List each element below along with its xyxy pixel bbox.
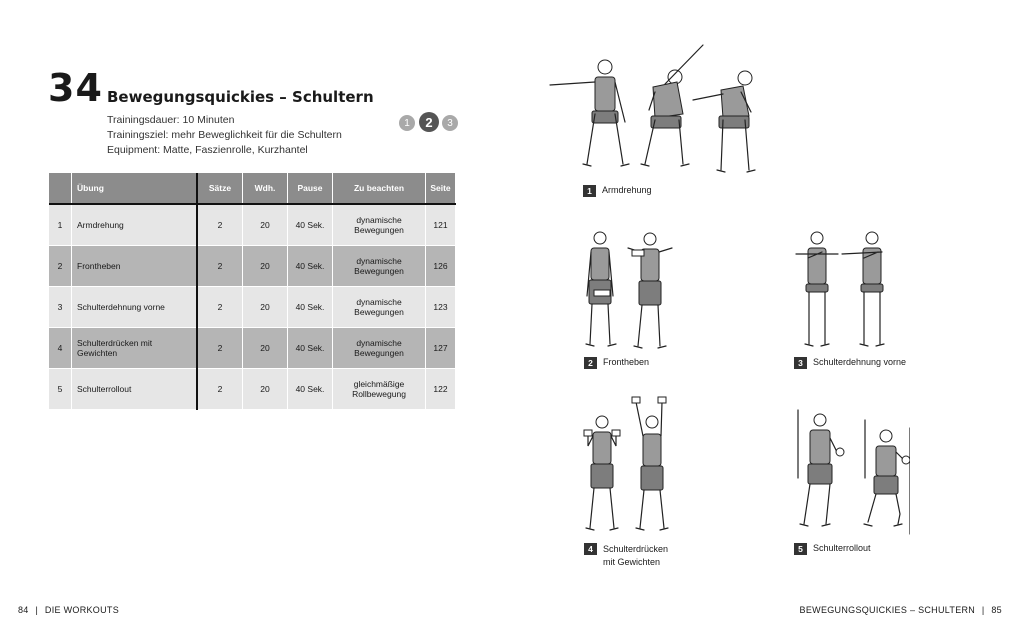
table-header-page: Seite <box>426 173 456 204</box>
row-pause: 40 Sek. <box>288 287 333 328</box>
row-pause: 40 Sek. <box>288 246 333 287</box>
row-note: dynamische Bewegungen <box>333 246 426 287</box>
schulterrollout-illustration <box>790 408 910 536</box>
section-label-right: BEWEGUNGSQUICKIES – SCHULTERN <box>799 605 976 615</box>
row-page: 123 <box>426 287 456 328</box>
exercise-table <box>49 173 456 410</box>
caption-text: Schulterdehnung vorne <box>813 357 907 367</box>
footer-separator: | <box>35 605 39 615</box>
caption-text: Armdrehung <box>602 185 652 195</box>
row-sets: 2 <box>197 246 243 287</box>
page-number-right: 85 <box>991 605 1002 615</box>
training-equipment: Equipment: Matte, Faszienrolle, Kurzhantel <box>107 144 308 156</box>
row-sets: 2 <box>197 287 243 328</box>
footer-right <box>800 605 1002 615</box>
page-number-left: 84 <box>18 605 29 615</box>
row-reps: 20 <box>243 204 288 246</box>
caption-3 <box>794 357 906 369</box>
caption-number: 4 <box>584 543 597 555</box>
caption-2 <box>584 357 649 369</box>
table-header-sets: Sätze <box>197 173 243 204</box>
table-row <box>49 328 456 369</box>
row-pause: 40 Sek. <box>288 328 333 369</box>
caption-5 <box>794 543 871 555</box>
section-label-left: DIE WORKOUTS <box>44 605 119 615</box>
row-exercise: Schulterdrücken mit Gewichten <box>72 328 198 369</box>
table-header-row <box>49 173 456 204</box>
row-note: dynamische Bewegungen <box>333 204 426 246</box>
armdrehung-illustration <box>545 42 765 182</box>
workout-title: Bewegungsquickies – Schultern <box>107 88 374 106</box>
row-reps: 20 <box>243 287 288 328</box>
row-sets: 2 <box>197 369 243 410</box>
footer-separator: | <box>981 605 985 615</box>
row-exercise: Schulterdehnung vorne <box>72 287 198 328</box>
frontheben-illustration <box>580 228 680 354</box>
caption-text: Schulterrollout <box>813 543 871 553</box>
row-page: 121 <box>426 204 456 246</box>
caption-text: Frontheben <box>603 357 650 367</box>
caption-text: Schulterdrücken mit Gewichten <box>603 544 669 567</box>
caption-number: 5 <box>794 543 807 555</box>
row-note: dynamische Bewegungen <box>333 287 426 328</box>
caption-number: 2 <box>584 357 597 369</box>
row-reps: 20 <box>243 246 288 287</box>
caption-1 <box>583 185 652 197</box>
row-page: 126 <box>426 246 456 287</box>
level-3-indicator: 3 <box>442 115 458 131</box>
table-row <box>49 369 456 410</box>
workout-number: 34 <box>48 66 103 110</box>
row-exercise: Armdrehung <box>72 204 198 246</box>
caption-4 <box>584 543 678 569</box>
row-index: 3 <box>49 287 72 328</box>
row-index: 2 <box>49 246 72 287</box>
row-reps: 20 <box>243 369 288 410</box>
caption-number: 3 <box>794 357 807 369</box>
row-pause: 40 Sek. <box>288 204 333 246</box>
table-row <box>49 246 456 287</box>
caption-number: 1 <box>583 185 596 197</box>
row-sets: 2 <box>197 328 243 369</box>
row-index: 5 <box>49 369 72 410</box>
level-1-indicator: 1 <box>399 115 415 131</box>
table-header-pause: Pause <box>288 173 333 204</box>
schulterdruecken-illustration <box>580 394 680 536</box>
table-row <box>49 204 456 246</box>
training-duration: Trainingsdauer: 10 Minuten <box>107 114 235 126</box>
table-row <box>49 287 456 328</box>
row-note: dynamische Bewegungen <box>333 328 426 369</box>
row-index: 1 <box>49 204 72 246</box>
table-header-notes: Zu beachten <box>333 173 426 204</box>
table-header-exercise: Übung <box>72 173 198 204</box>
row-page: 127 <box>426 328 456 369</box>
level-2-indicator: 2 <box>419 112 439 132</box>
table-header-index <box>49 173 72 204</box>
row-pause: 40 Sek. <box>288 369 333 410</box>
row-exercise: Schulterrollout <box>72 369 198 410</box>
row-index: 4 <box>49 328 72 369</box>
schulterdehnung-illustration <box>792 228 896 354</box>
row-page: 122 <box>426 369 456 410</box>
row-sets: 2 <box>197 204 243 246</box>
row-note: gleichmäßige Rollbewegung <box>333 369 426 410</box>
row-reps: 20 <box>243 328 288 369</box>
table-header-reps: Wdh. <box>243 173 288 204</box>
row-exercise: Frontheben <box>72 246 198 287</box>
training-goal: Trainingsziel: mehr Beweglichkeit für die Schultern <box>107 129 342 141</box>
footer-left <box>18 605 119 615</box>
